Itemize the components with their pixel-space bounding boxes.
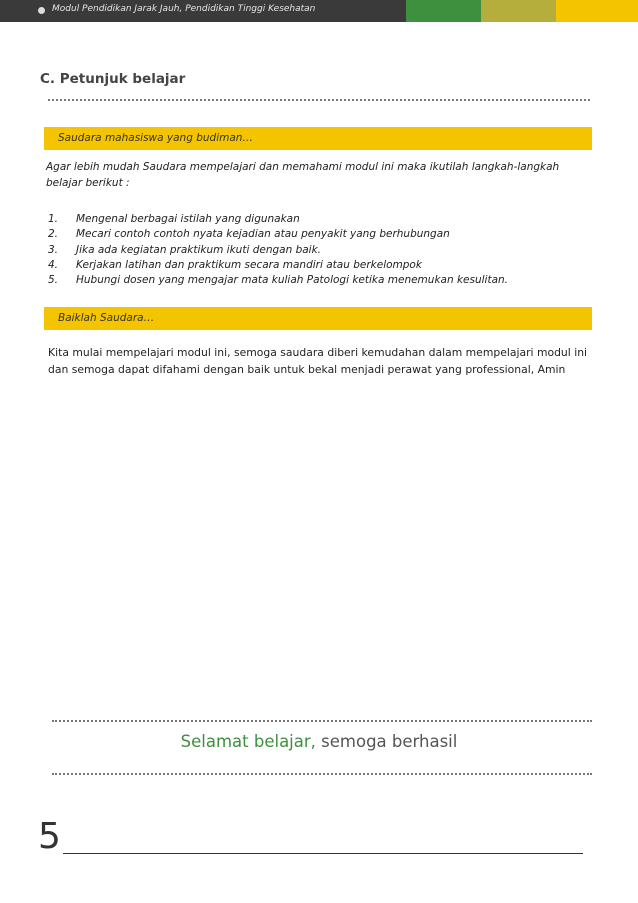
closing-message <box>0 732 638 751</box>
step-text: Hubungi dosen yang mengajar mata kuliah Patologi ketika menemukan kesulitan. <box>76 274 508 287</box>
step-number: 4. <box>48 258 59 271</box>
section-title: C. Petunjuk belajar <box>40 71 186 87</box>
list-item <box>48 273 508 288</box>
header-bar <box>0 0 638 22</box>
step-text: Mengenal berbagai istilah yang digunakan <box>76 213 300 225</box>
step-number: 3. <box>48 243 59 256</box>
list-item <box>48 258 508 273</box>
list-item <box>48 212 508 227</box>
page-number: 5 <box>38 816 61 857</box>
header-olive-segment <box>481 0 556 22</box>
footer-top-dotted-divider <box>52 720 592 722</box>
closing-highlight: Selamat belajar, <box>180 732 316 751</box>
header-dark-segment <box>0 0 406 22</box>
header-yellow-segment <box>556 0 638 22</box>
steps-list <box>48 212 508 288</box>
step-text: Jika ada kegiatan praktikum ikuti dengan baik. <box>76 243 322 256</box>
step-number: 1. <box>48 213 59 225</box>
body-paragraph: Kita mulai mempelajari modul ini, semoga saudara diberi kemudahan dalam mempelajari modul ini dan semoga dapat difahami dengan baik untuk bekal menjadi perawat yang professional, Amin <box>48 346 588 376</box>
step-number: 2. <box>48 228 59 241</box>
header-bullet-icon <box>38 7 45 14</box>
list-item <box>48 243 508 258</box>
title-dotted-divider <box>48 99 590 101</box>
step-number: 5. <box>48 274 59 287</box>
closing-rest: semoga berhasil <box>315 732 458 751</box>
list-item <box>48 227 508 242</box>
header-green-segment <box>406 0 481 22</box>
closing-greeting-banner: Baiklah Saudara… <box>44 307 592 330</box>
step-text: Kerjakan latihan dan praktikum secara mandiri atau berkelompok <box>76 258 422 271</box>
step-text: Mecari contoh contoh nyata kejadian atau penyakit yang berhubungan <box>76 228 450 241</box>
greeting-banner: Saudara mahasiswa yang budiman… <box>44 127 592 150</box>
header-text: Modul Pendidikan Jarak Jauh, Pendidikan Tinggi Kesehatan <box>52 4 316 14</box>
intro-paragraph: Agar lebih mudah Saudara mempelajari dan memahami modul ini maka ikutilah langkah-langkah belajar berikut : <box>46 161 560 189</box>
page-number-rule <box>63 853 583 854</box>
footer-bottom-dotted-divider <box>52 773 592 775</box>
